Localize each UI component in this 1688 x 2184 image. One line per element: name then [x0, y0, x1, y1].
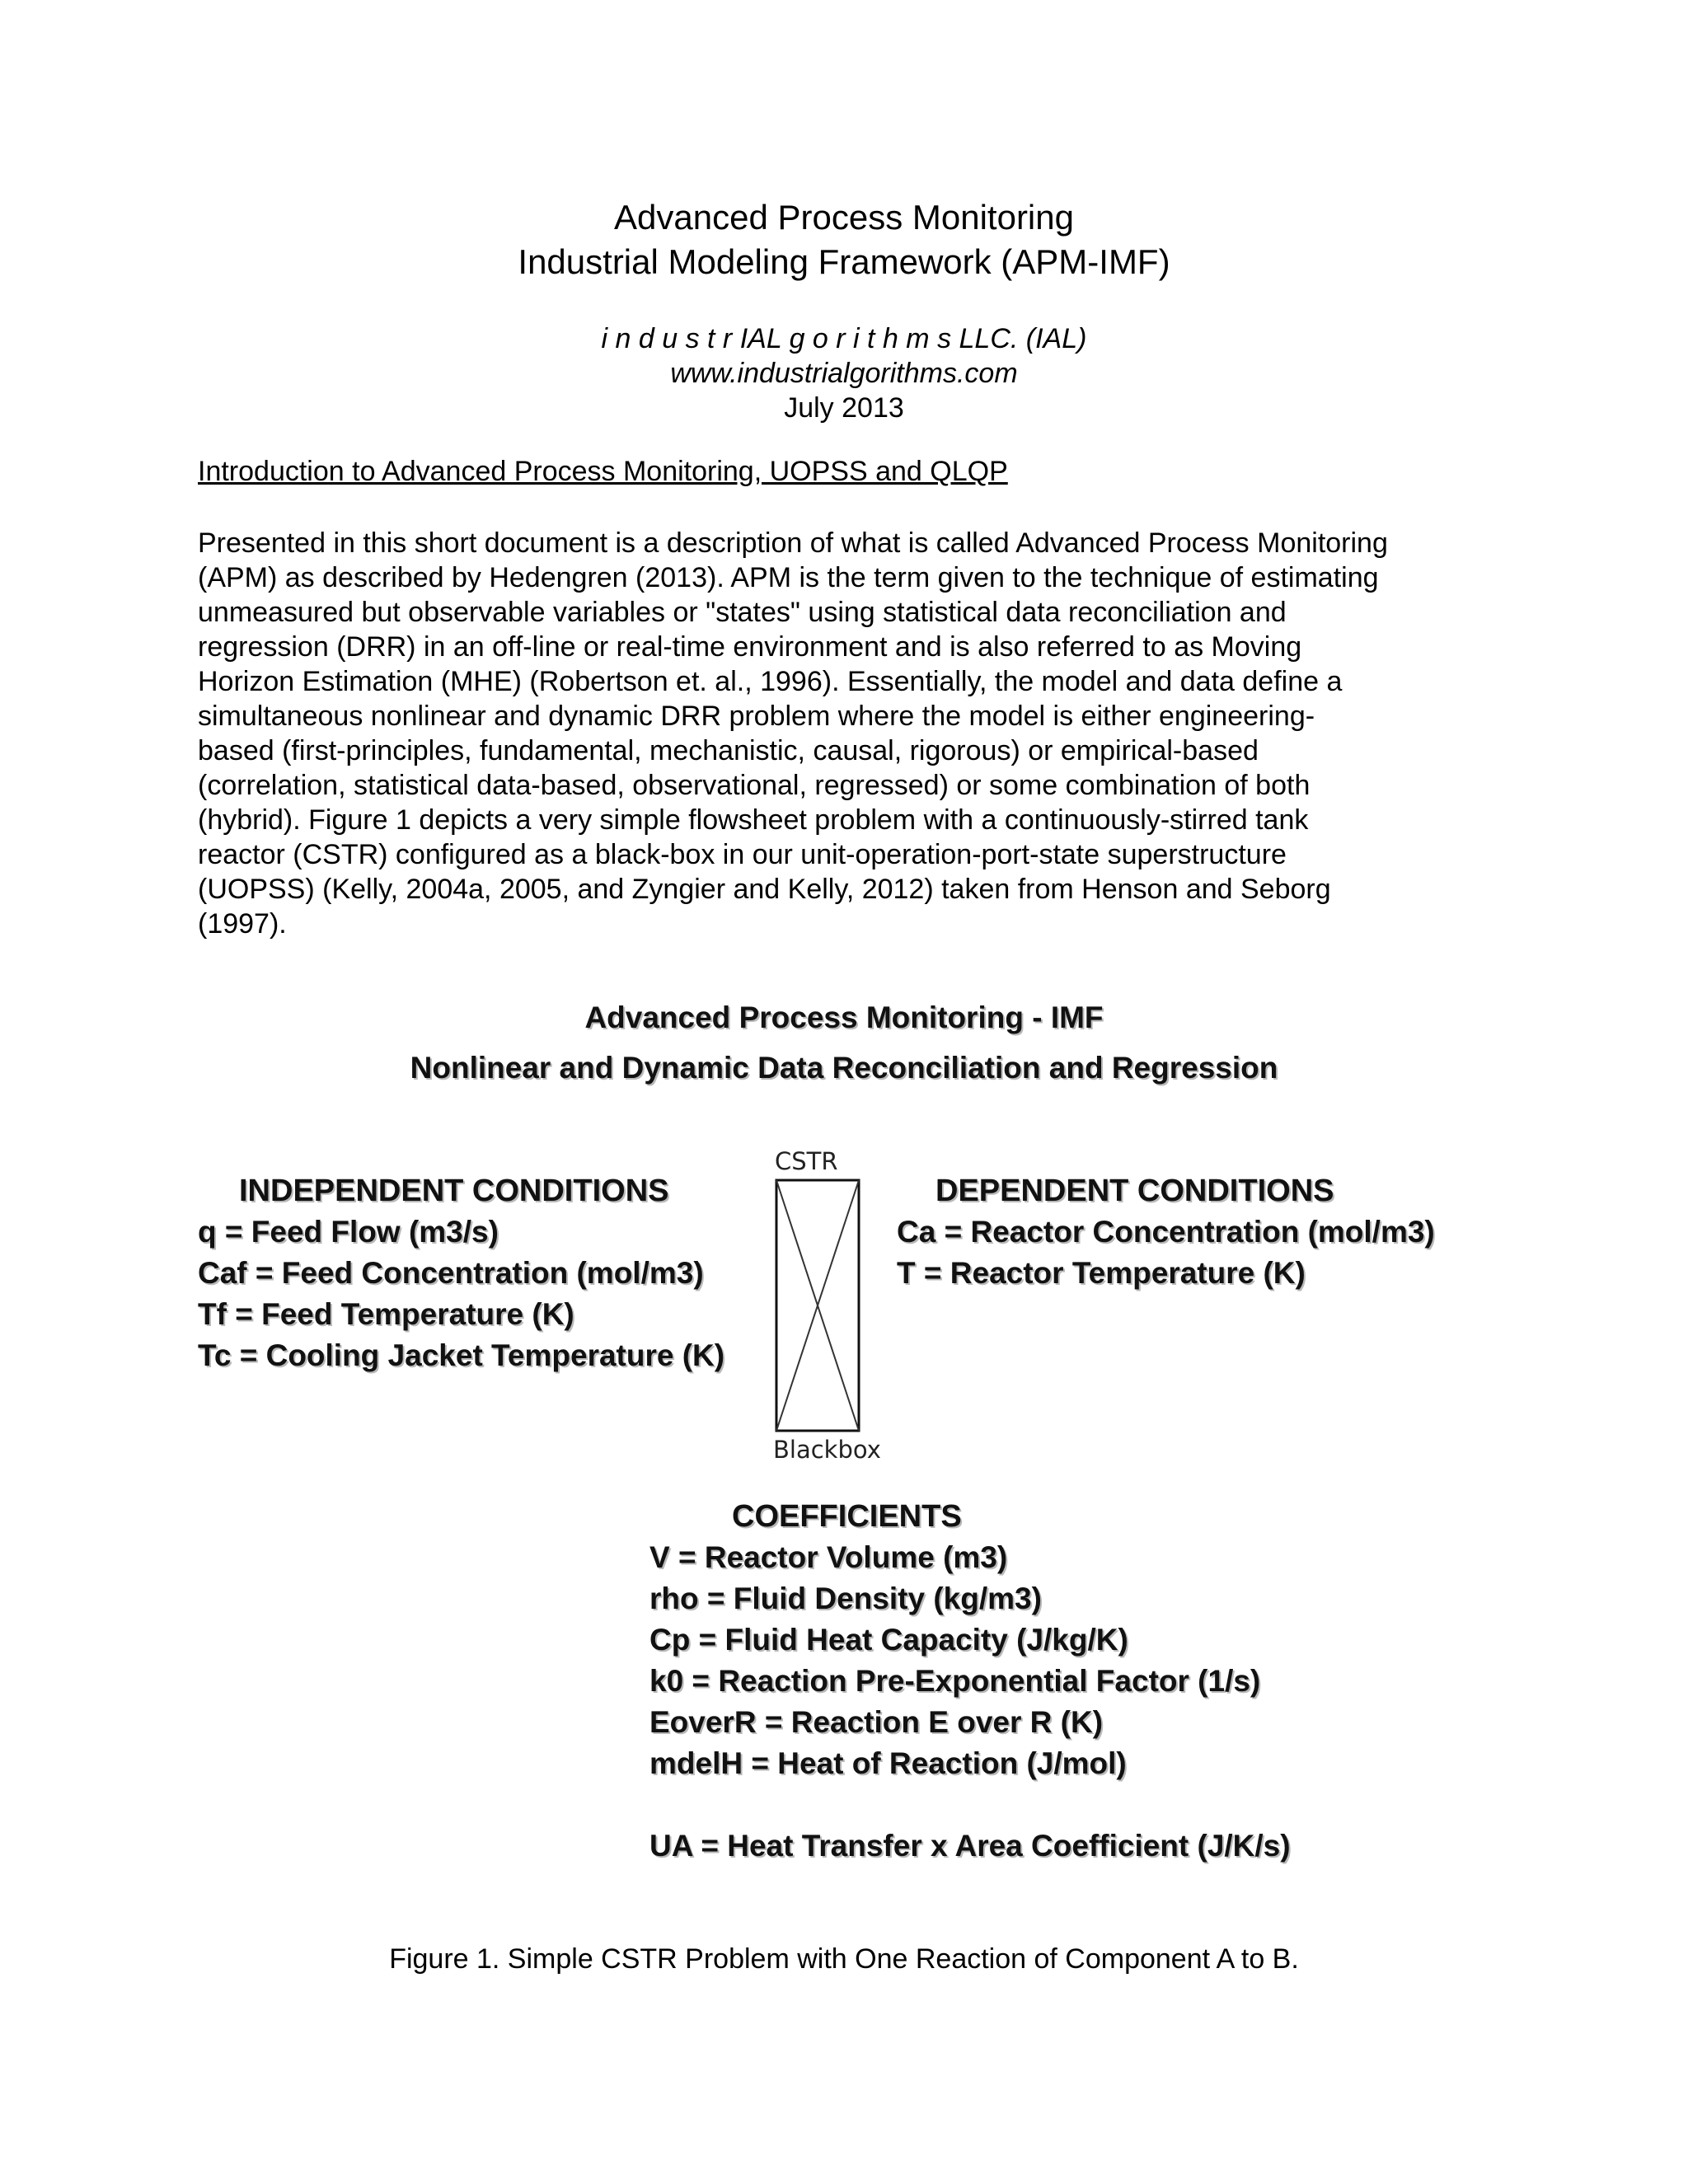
paragraph-line: Horizon Estimation (MHE) (Robertson et. al., 1996). Essentially, the model and data define a	[198, 666, 1343, 697]
independent-item: q = Feed Flow (m3/s)	[198, 1215, 499, 1249]
independent-item: Tf = Feed Temperature (K)	[198, 1297, 574, 1331]
coefficient-item: rho = Fluid Density (kg/m3)	[649, 1582, 1042, 1615]
paragraph-line: simultaneous nonlinear and dynamic DRR problem where the model is either engineering-	[198, 701, 1315, 732]
document-title-line2: Industrial Modeling Framework (APM-IMF)	[518, 242, 1170, 281]
coefficients-heading: COEFFICIENTS	[732, 1499, 962, 1534]
paragraph-line: regression (DRR) in an off-line or real-time environment and is also referred to as Moving	[198, 631, 1302, 663]
cstr-label: CSTR	[775, 1147, 838, 1175]
figure-title-line1: Advanced Process Monitoring - IMF	[584, 1001, 1104, 1034]
section-heading: Introduction to Advanced Process Monitoring, UOPSS and QLQP	[198, 456, 1008, 487]
paragraph-line: unmeasured but observable variables or "states" using statistical data reconciliation and	[198, 597, 1287, 628]
coefficient-item: Cp = Fluid Heat Capacity (J/kg/K)	[649, 1623, 1128, 1657]
coefficient-item: mdelH = Heat of Reaction (J/mol)	[649, 1746, 1127, 1780]
intro-paragraph	[198, 526, 1500, 941]
independent-item: Tc = Cooling Jacket Temperature (K)	[198, 1338, 725, 1372]
document-date: July 2013	[784, 392, 904, 424]
paragraph-line: (APM) as described by Hedengren (2013). APM is the term given to the technique of estimating	[198, 562, 1379, 593]
coefficient-item: UA = Heat Transfer x Area Coefficient (J/K/s)	[649, 1829, 1291, 1863]
paragraph-line: (hybrid). Figure 1 depicts a very simple flowsheet problem with a continuously-stirred tank	[198, 804, 1309, 836]
coefficient-item: EoverR = Reaction E over R (K)	[649, 1705, 1104, 1739]
company-name: i n d u s t r IAL g o r i t h m s LLC. (IAL)	[601, 323, 1087, 354]
paragraph-line: Presented in this short document is a description of what is called Advanced Process Monitoring	[198, 527, 1388, 559]
paragraph-line: (correlation, statistical data-based, observational, regressed) or some combination of both	[198, 770, 1311, 801]
paragraph-line: (1997).	[198, 908, 287, 940]
paragraph-line: (UOPSS) (Kelly, 2004a, 2005, and Zyngier and Kelly, 2012) taken from Henson and Seborg	[198, 874, 1331, 905]
paragraph-line: based (first-principles, fundamental, mechanistic, causal, rigorous) or empirical-based	[198, 735, 1259, 766]
document-title-line1: Advanced Process Monitoring	[614, 198, 1074, 237]
dependent-conditions-heading: DEPENDENT CONDITIONS	[935, 1174, 1334, 1208]
website-url: www.industrialgorithms.com	[670, 358, 1018, 389]
independent-conditions-heading: INDEPENDENT CONDITIONS	[239, 1174, 669, 1208]
paragraph-line: reactor (CSTR) configured as a black-box in our unit-operation-port-state superstructure	[198, 839, 1287, 870]
coefficient-item: k0 = Reaction Pre-Exponential Factor (1/s)	[649, 1664, 1261, 1698]
dependent-item: T = Reactor Temperature (K)	[897, 1256, 1306, 1290]
dependent-item: Ca = Reactor Concentration (mol/m3)	[897, 1215, 1435, 1249]
coefficient-item: V = Reactor Volume (m3)	[649, 1540, 1008, 1574]
figure-caption: Figure 1. Simple CSTR Problem with One Reaction of Component A to B.	[389, 1943, 1299, 1975]
independent-item: Caf = Feed Concentration (mol/m3)	[198, 1256, 704, 1290]
cstr-blackbox-icon	[775, 1179, 862, 1434]
figure-title-line2: Nonlinear and Dynamic Data Reconciliation and Regression	[410, 1051, 1278, 1085]
blackbox-label: Blackbox	[773, 1436, 881, 1464]
